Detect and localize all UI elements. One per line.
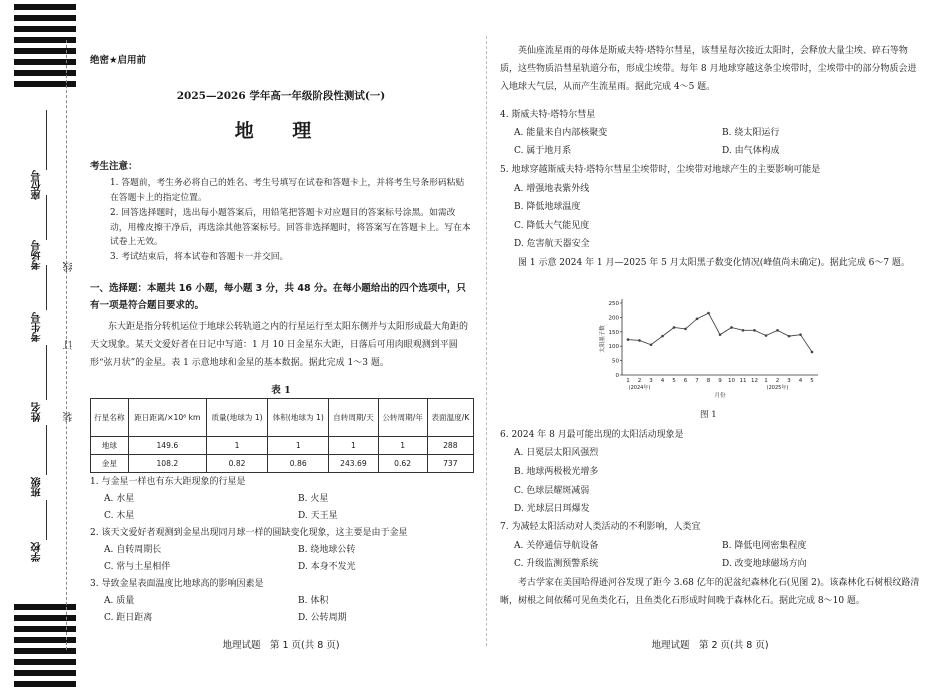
exam-room-line: [46, 195, 47, 240]
q2-option-d[interactable]: D. 本身不发光: [298, 562, 356, 572]
binding-stripe: [14, 15, 76, 21]
confidential-mark: 绝密★启用前: [90, 55, 147, 66]
q2-option-b[interactable]: B. 绕地球公转: [298, 545, 356, 555]
school-line: [46, 500, 47, 540]
q7-option-a[interactable]: A. 关停通信导航设备: [514, 541, 599, 551]
x-tick-label: 2: [637, 378, 642, 384]
q2-option-a[interactable]: A. 自转周期长: [104, 545, 162, 555]
table-cell: 地球: [91, 437, 129, 455]
question-2-stem: 2. 该天文爱好者观测到金星出现同月球一样的圆缺变化现象，这主要是由于金星: [90, 528, 408, 538]
q5-option-c[interactable]: C. 降低大气能见度: [514, 221, 590, 231]
q2-option-c[interactable]: C. 常与土星相伴: [104, 562, 171, 572]
y-tick-label: 100: [608, 344, 619, 351]
question-5-stem: 5. 地球穿越斯威夫特·塔特尔彗星尘埃带时，尘埃带对地球产生的主要影响可能是: [500, 165, 821, 175]
x-tick-label: 3: [649, 378, 653, 384]
sunspot-data-point: [765, 334, 768, 337]
name-line: [46, 345, 47, 400]
x-tick-label: 9: [718, 378, 722, 384]
x-tick-label: 1: [626, 378, 630, 384]
binding-stripe: [14, 659, 76, 665]
table-header-cell: 质量(地球为 1): [206, 399, 267, 437]
table-header-cell: 行星名称: [91, 399, 129, 437]
q1-option-d[interactable]: D. 天王星: [298, 511, 338, 521]
q6-option-b[interactable]: B. 地球两极极光增多: [514, 467, 599, 477]
sunspot-data-point: [730, 326, 733, 329]
x-tick-label: 10: [728, 378, 735, 384]
q5-option-a[interactable]: A. 增强地表紫外线: [514, 184, 590, 194]
note-2: 2. 回答选择题时，选出每小题答案后，用铅笔把答题卡对应题目的答案标号涂黑。如需改动，用橡皮擦干净后，再选涂其他答案标号。回答非选择题时，将答案写在答题卡上。写在本试卷上无效。: [110, 208, 471, 247]
sunspot-data-point: [696, 318, 699, 321]
exam-room-label: 考场号: [32, 240, 43, 270]
examinee-number-label: 考生号: [32, 312, 43, 342]
cut-mark-bind: 订: [64, 340, 75, 350]
planet-data-table: [90, 398, 474, 473]
sunspot-data-point: [638, 339, 641, 342]
seat-number-label: 座位号: [32, 170, 43, 200]
q5-option-b[interactable]: B. 降低地球温度: [514, 202, 581, 212]
x-tick-label: 5: [672, 378, 676, 384]
sunspot-data-point: [719, 333, 722, 336]
examinee-number-line: [46, 265, 47, 310]
table-title: 表 1: [271, 385, 291, 396]
sunspot-data-point: [742, 329, 745, 332]
q4-option-c[interactable]: C. 属于地月系: [514, 146, 572, 156]
passage-2: 英仙座流星雨的母体是斯威夫特·塔特尔彗星，该彗星每次接近太阳时，会释放大量尘埃、碎石等物质，这些物质沿彗星轨道分布，形成尘埃带。每年 8 月地球穿越这条尘埃带时，尘埃带中的部分物质会进入地球大气层，从而产生流星雨。据此完成 4～5 题。: [500, 46, 917, 92]
table-cell: 149.6: [128, 437, 206, 455]
year-label-2025: (2025年): [766, 385, 789, 391]
sunspot-data-point: [707, 312, 710, 315]
table-cell: 288: [427, 437, 473, 455]
table-header-cell: 表面温度/K: [427, 399, 473, 437]
table-cell: 243.69: [329, 455, 378, 473]
sunspot-series-line: [628, 313, 812, 352]
x-tick-label: 12: [751, 378, 758, 384]
section-heading: 一、选择题：本题共 16 小题，每小题 3 分，共 48 分。在每小题给出的四个选项中，只有一项是符合题目要求的。: [90, 283, 466, 311]
page-1: [90, 0, 472, 688]
y-tick-label: 50: [612, 358, 619, 365]
x-tick-label: 6: [683, 378, 688, 384]
table-row: [91, 455, 474, 473]
y-tick-label: 150: [608, 329, 619, 336]
binding-stripe: [14, 4, 76, 10]
q6-option-a[interactable]: A. 日冕层太阳风强烈: [514, 448, 599, 458]
y-axis-label: 太阳黑子数: [600, 325, 606, 353]
school-label: 学校: [32, 542, 43, 562]
binding-strip: [0, 0, 90, 688]
table-header-cell: 距日距离/×10⁸ km: [128, 399, 206, 437]
binding-stripe: [14, 670, 76, 676]
x-tick-label: 11: [739, 378, 747, 384]
table-cell: 737: [427, 455, 473, 473]
q3-option-c[interactable]: C. 距日距离: [104, 613, 153, 623]
q4-option-d[interactable]: D. 由气体构成: [722, 146, 780, 156]
x-axis-label: 月份: [714, 393, 726, 399]
table-cell: 108.2: [128, 455, 206, 473]
table-row: [91, 437, 474, 455]
question-1-stem: 1. 与金星一样也有东大距现象的行星是: [90, 477, 246, 487]
table-cell: 1: [329, 437, 378, 455]
x-tick-label: 2: [775, 378, 780, 384]
y-tick-label: 0: [615, 373, 619, 379]
table-cell: 0.62: [378, 455, 427, 473]
x-tick-label: 5: [810, 378, 814, 384]
sunspot-data-point: [799, 333, 802, 336]
q6-option-d[interactable]: D. 光球层日珥爆发: [514, 504, 590, 514]
cut-mark-install: 装: [64, 412, 75, 422]
sunspot-data-point: [661, 335, 664, 338]
page-2-footer: 地理试题 第 2 页(共 8 页): [651, 640, 769, 651]
question-7-stem: 7. 为减轻太阳活动对人类活动的不利影响，人类宜: [500, 522, 701, 532]
class-label: 班级: [32, 477, 43, 497]
x-tick-label: 4: [660, 378, 665, 384]
table-cell: 1: [378, 437, 427, 455]
q7-option-b[interactable]: B. 降低电网密集程度: [722, 541, 807, 551]
binding-stripe: [14, 26, 76, 32]
binding-stripe: [14, 681, 76, 687]
x-tick-label: 3: [787, 378, 791, 384]
notes-title: 考生注意：: [90, 161, 138, 172]
x-tick-label: 8: [706, 378, 711, 384]
q7-option-d[interactable]: D. 改变地球磁场方向: [722, 559, 807, 569]
question-6-stem: 6. 2024 年 8 月最可能出现的太阳活动现象是: [500, 430, 684, 440]
page-divider: [486, 36, 487, 646]
passage-4: 考古学家在美国哈得逊河谷发现了距今 3.68 亿年的泥盆纪森林化石(见图 2)。该森林化石树根纹路清晰，树根之间依稀可见鱼类化石，且鱼类化石形成时间晚于森林化石。据此完成 8～10 题。: [500, 578, 920, 606]
table-header-cell: 自转周期/天: [329, 399, 378, 437]
name-label: 姓名: [32, 402, 43, 422]
q6-option-c[interactable]: C. 色球层耀斑减弱: [514, 486, 590, 496]
table-cell: 1: [206, 437, 267, 455]
q1-option-a[interactable]: A. 水星: [104, 494, 135, 504]
sunspot-data-point: [673, 326, 676, 329]
table-header-cell: 体积(地球为 1): [268, 399, 329, 437]
passage-1: 东大距是指分转机运位于地球公转轨道之内的行星运行至太阳东侧并与太阳形成最大角距的天文现象。某天文爱好者在日记中写道：1 月 10 日金星东大距，日落后可用肉眼观测到平圆形“弦月状”的金星。表 1 示意地球和金星的基本数据。据此完成 1～3 题。: [90, 322, 469, 368]
sunspot-data-point: [650, 343, 653, 346]
q5-option-d[interactable]: D. 危害航天器安全: [514, 239, 590, 249]
table-cell: 1: [268, 437, 329, 455]
year-label-2024: (2024年): [628, 385, 651, 391]
subject-title: 地 理: [234, 120, 328, 142]
passage-3: 图 1 示意 2024 年 1 月—2025 年 5 月太阳黑子数变化情况(峰值尚未确定)。据此完成 6～7 题。: [518, 258, 910, 268]
exam-title: 2025—2026 学年高一年级阶段性测试(一): [176, 90, 386, 102]
question-3-stem: 3. 导致金星表面温度比地球高的影响因素是: [90, 579, 264, 589]
sunspot-data-point: [788, 335, 791, 338]
sunspot-data-point: [753, 329, 756, 332]
y-tick-label: 250: [608, 301, 619, 307]
sunspot-chart: [598, 295, 828, 403]
q1-option-c[interactable]: C. 木星: [104, 511, 135, 521]
q3-option-a[interactable]: A. 质量: [104, 596, 135, 606]
table-header-cell: 公转周期/年: [378, 399, 427, 437]
table-header-row: [91, 399, 474, 437]
q1-option-b[interactable]: B. 火星: [298, 494, 329, 504]
sunspot-data-point: [776, 329, 779, 332]
table-cell: 0.86: [268, 455, 329, 473]
sunspot-data-point: [684, 328, 687, 331]
question-4-stem: 4. 斯威夫特·塔特尔彗星: [500, 110, 596, 120]
table-cell: 0.82: [206, 455, 267, 473]
sunspot-data-point: [627, 338, 630, 341]
sunspot-data-point: [811, 351, 814, 354]
q4-option-a[interactable]: A. 能量来自内部核聚变: [514, 128, 608, 138]
q3-option-d[interactable]: D. 公转周期: [298, 613, 347, 623]
page-1-footer: 地理试题 第 1 页(共 8 页): [222, 640, 340, 651]
cut-mark-line: 线: [64, 262, 75, 272]
table-cell: 金星: [91, 455, 129, 473]
q3-option-b[interactable]: B. 体积: [298, 596, 329, 606]
q4-option-b[interactable]: B. 绕太阳运行: [722, 128, 780, 138]
x-tick-label: 7: [695, 378, 699, 384]
figure-1-caption: 图 1: [700, 410, 717, 420]
q7-option-c[interactable]: C. 升级监测预警系统: [514, 559, 599, 569]
seat-number-line: [46, 110, 47, 170]
note-1: 1. 答题前，考生务必将自己的姓名、考生号填写在试卷和答题卡上，并将考生号条形码粘贴在答题卡上的指定位置。: [110, 178, 465, 203]
x-tick-label: 1: [764, 378, 768, 384]
x-tick-label: 4: [798, 378, 803, 384]
class-line: [46, 425, 47, 475]
note-3: 3. 考试结束后，将本试卷和答题卡一并交回。: [110, 252, 289, 262]
y-tick-label: 200: [608, 315, 619, 322]
